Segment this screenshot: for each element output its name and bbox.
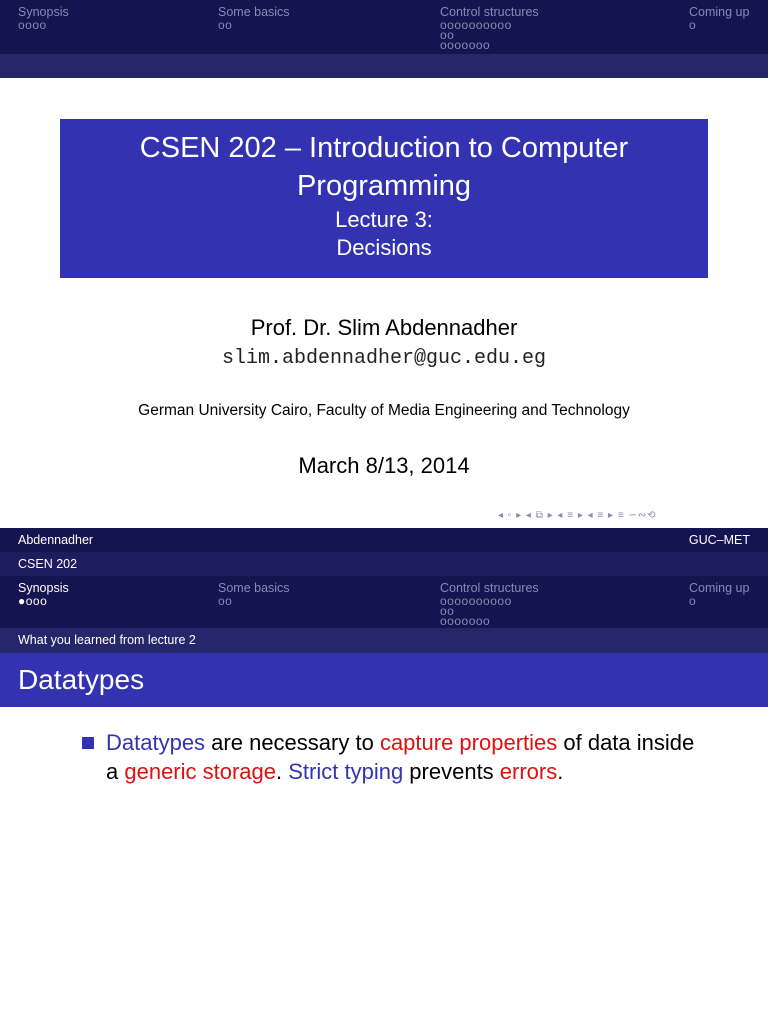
nav-frame-dots[interactable]: oo xyxy=(218,594,233,608)
nav-section-coming-up[interactable] xyxy=(689,581,749,606)
author-email: slim.abdennadher@guc.edu.eg xyxy=(221,347,547,370)
slide1-navigation-bar xyxy=(0,0,768,54)
lecture-date: March 8/13, 2014 xyxy=(298,453,470,478)
nav-section-title[interactable]: Coming up xyxy=(689,5,750,19)
nav-section-control-structures[interactable] xyxy=(440,5,539,50)
nav-frame-dots[interactable]: o xyxy=(689,18,697,32)
nav-section-some-basics[interactable] xyxy=(218,5,290,30)
bullet-text: Datatypes are necessary to capture properties of data inside a generic storage. Strict typing prevents errors. xyxy=(106,730,695,784)
slide1-subsection-bar xyxy=(0,54,768,78)
nav-frame-dots[interactable]: oooooooooo oo ooooooo xyxy=(440,594,512,628)
nav-section-title[interactable]: Coming up xyxy=(689,581,750,595)
slide-subtitle: Lecture 3: Decisions xyxy=(335,207,433,260)
nav-section-title[interactable]: Some basics xyxy=(218,5,290,19)
nav-frame-dots[interactable]: ●ooo xyxy=(18,594,48,608)
square-bullet-icon xyxy=(82,737,94,749)
slide2-navigation-bar xyxy=(0,576,768,628)
slide-title: CSEN 202 – Introduction to Computer Programming xyxy=(139,132,629,202)
title-block xyxy=(60,119,708,278)
nav-section-title[interactable]: Control structures xyxy=(440,5,539,19)
nav-frame-dots[interactable]: oooo xyxy=(18,18,47,32)
bullet-item xyxy=(82,728,702,786)
nav-section-title[interactable]: Control structures xyxy=(440,581,539,595)
footline-institute: GUC–MET xyxy=(688,533,750,547)
nav-section-coming-up[interactable] xyxy=(689,5,749,30)
nav-frame-dots[interactable]: o xyxy=(689,594,697,608)
footline-bar xyxy=(0,528,768,552)
beamer-navigation-symbols[interactable]: ◂ ▫ ▸ ◂ ⧉ ▸ ◂ ≡ ▸ ◂ ≡ ▸ ≡ ∽∾⟲ xyxy=(498,510,657,521)
footline-author: Abdennadher xyxy=(18,533,94,547)
nav-frame-dots[interactable]: oooooooooo oo ooooooo xyxy=(440,18,512,52)
author-name: Prof. Dr. Slim Abdennadher xyxy=(250,315,518,340)
course-bar: CSEN 202 xyxy=(0,552,768,576)
nav-frame-dots[interactable]: oo xyxy=(218,18,233,32)
nav-section-title[interactable]: Some basics xyxy=(218,581,290,595)
current-frame-dot[interactable]: ● xyxy=(18,594,26,608)
nav-section-title[interactable]: Synopsis xyxy=(18,5,69,19)
institute: German University Cairo, Faculty of Media Engineering and Technology xyxy=(138,402,630,419)
subsection-bar: What you learned from lecture 2 xyxy=(0,628,768,653)
frame-title: Datatypes xyxy=(0,653,768,707)
nav-section-some-basics[interactable] xyxy=(218,581,290,606)
nav-section-title[interactable]: Synopsis xyxy=(18,581,69,595)
nav-section-synopsis[interactable] xyxy=(18,5,69,30)
nav-section-control-structures[interactable] xyxy=(440,581,539,626)
nav-section-synopsis[interactable] xyxy=(18,581,69,606)
